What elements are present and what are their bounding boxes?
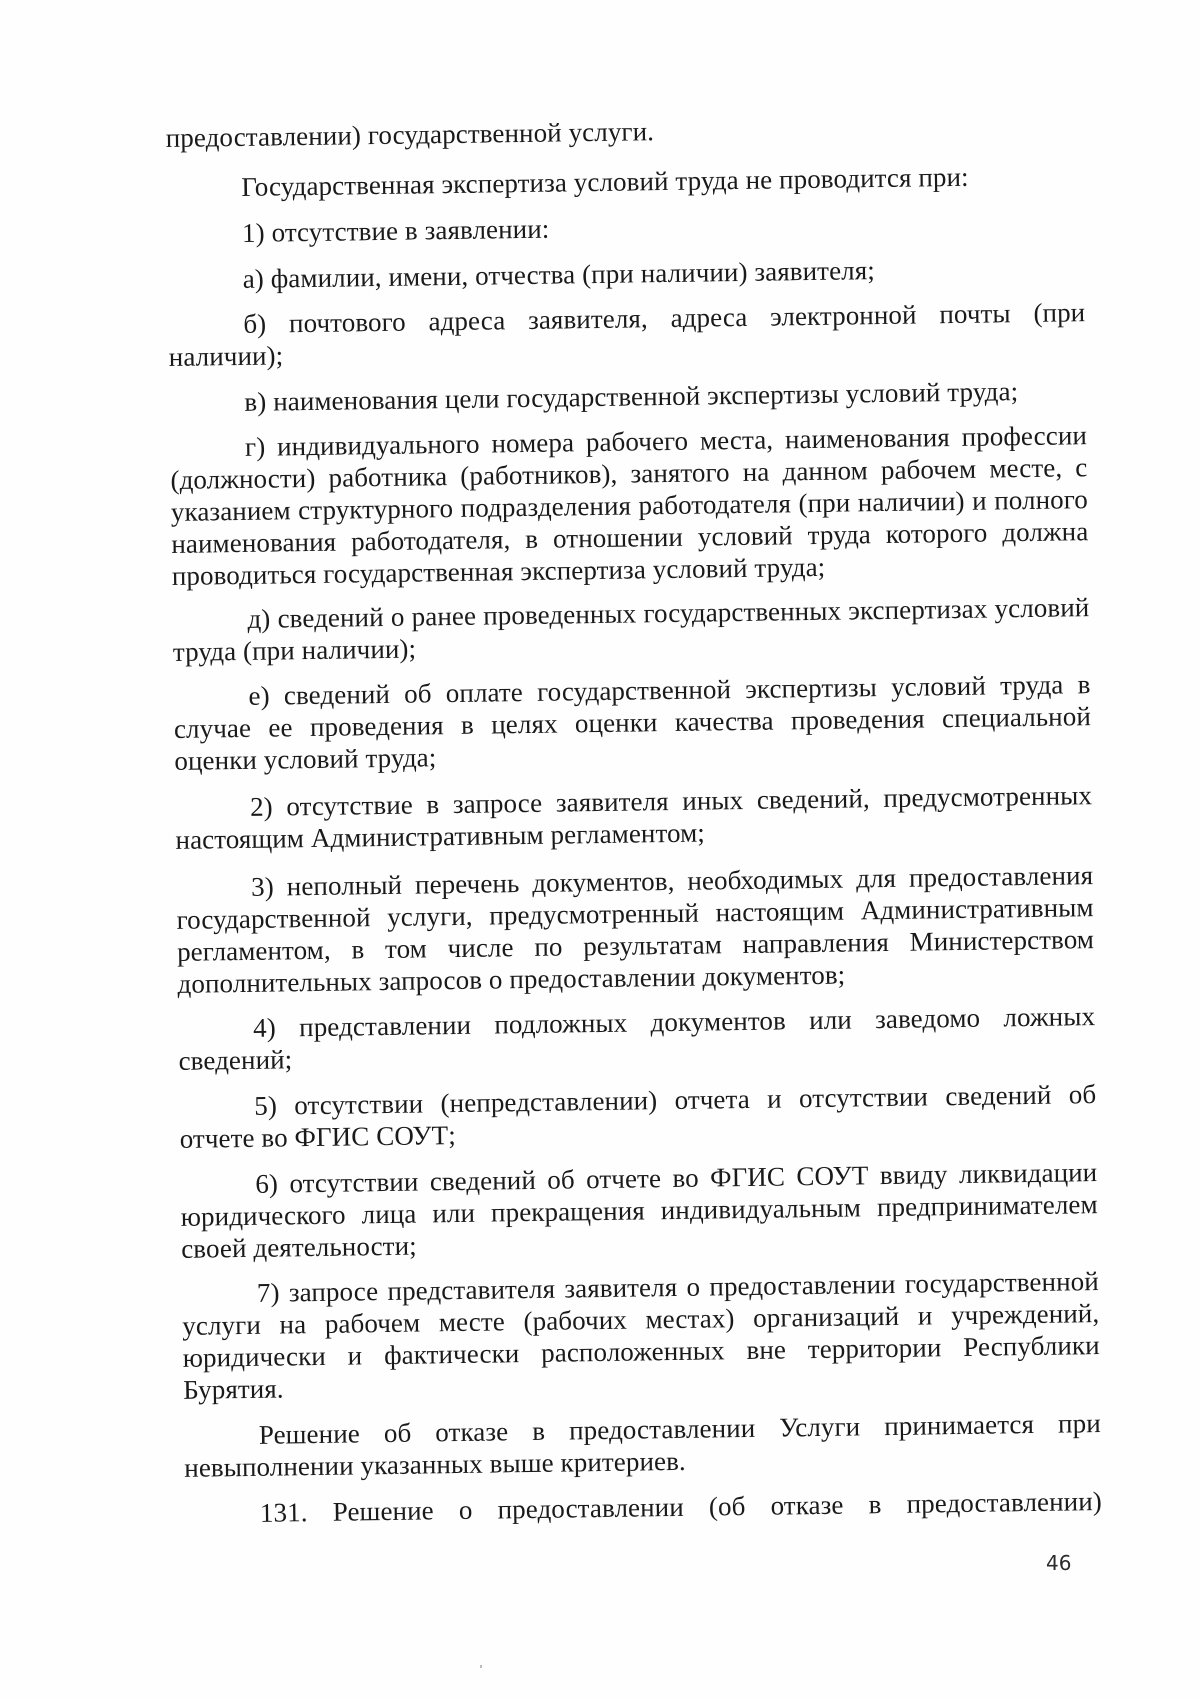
paragraph-12: 4) представлении подложных документов или заведомо ложных сведений; (178, 1001, 1096, 1076)
paragraph-4: а) фамилии, имени, отчества (при наличии) заявителя; (242, 255, 876, 294)
paragraph-13: 5) отсутствии (непредставлении) отчета и отсутствии сведений об отчете во ФГИС СОУТ; (179, 1079, 1097, 1154)
page-number: 46 (1046, 1551, 1072, 1575)
paragraph-15: 7) запросе представителя заявителя о предоставлении государственной услуги на рабочем месте (рабочих местах) организаций и учреждений, юридически и фактически расположенных вне территории Республики Бурятия. (182, 1266, 1100, 1405)
paragraph-10: 2) отсутствие в запросе заявителя иных сведений, предусмотренных настоящим Административным регламентом; (175, 780, 1093, 855)
paragraph-7: г) индивидуального номера рабочего места, наименования профессии (должности) работника (работников), занятого на данном рабочем месте, с указанием структурного подразделения работодателя (при наличии) и полного наименования работодателя, в отношении условий труда которого должна проводиться государственная экспертиза условий труда; (170, 420, 1089, 591)
paragraph-8: д) сведений о ранее проведенных государственных экспертизах условий труда (при наличии); (172, 592, 1090, 667)
paragraph-9: е) сведений об оплате государственной экспертизы условий труда в случае ее проведения в целях оценки качества проведения специальной оценки условий труда; (173, 669, 1092, 776)
paragraph-14: 6) отсутствии сведений об отчете во ФГИС СОУТ ввиду ликвидации юридического лица или прекращения индивидуальным предпринимателем своей деятельности; (180, 1157, 1098, 1264)
paragraph-6: в) наименования цели государственной экспертизы условий труда; (244, 376, 1019, 417)
paragraph-1: предоставлении) государственной услуги. (165, 116, 655, 153)
paragraph-11: 3) неполный перечень документов, необходимых для предоставления государственной услуги, предусмотренный настоящим Административным регламентом, в том числе по результатам направления Министерством дополнительных запросов о предоставлении документов; (176, 860, 1095, 999)
paragraph-17: 131. Решение о предоставлении (об отказе в предоставлении) (259, 1486, 1103, 1528)
paragraph-2: Государственная экспертиза условий труда не проводится при: (241, 161, 969, 202)
paragraph-5: б) почтового адреса заявителя, адреса электронной почты (при наличии); (168, 297, 1086, 372)
paragraph-16: Решение об отказе в предоставлении Услуги принимается при невыполнении указанных выше критериев. (184, 1408, 1101, 1483)
scan-speck (480, 1665, 482, 1668)
paragraph-3: 1) отсутствие в заявлении: (241, 213, 550, 248)
